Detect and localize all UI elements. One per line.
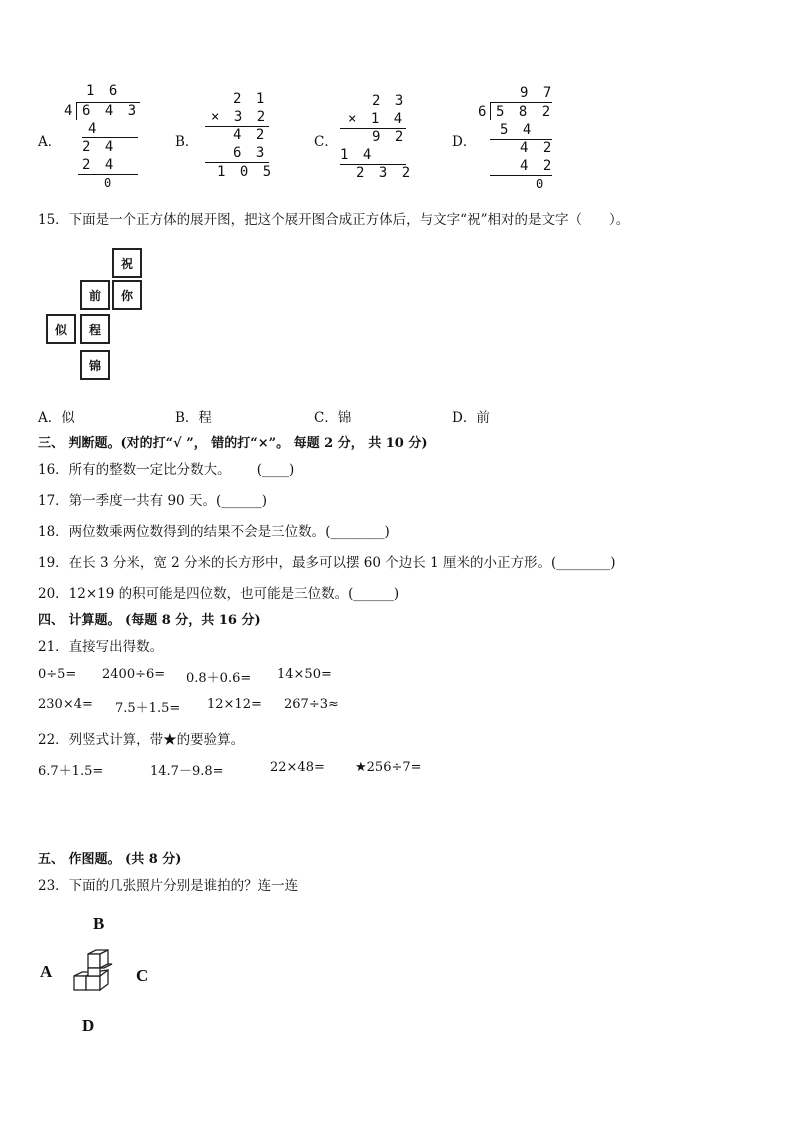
section-3-title: 三、 判断题。(对的打“√ ”， 错的打“×”。 每题 2 分， 共 10 分) [38, 436, 428, 451]
partial-1: 9 2 [372, 129, 407, 145]
cube-face [74, 976, 86, 990]
calc-item: ★256÷7= [355, 760, 422, 775]
question-17 [38, 489, 267, 509]
section-4-title: 四、 计算题。 (每题 8 分，共 16 分) [38, 613, 261, 628]
option-b-label: B． [175, 134, 199, 150]
net-cell-jin: 锦 [80, 350, 110, 380]
calc-item: 230×4= [38, 697, 93, 712]
product: 1 0 5 [217, 164, 275, 180]
question-22: 22．列竖式计算，带★的要验算。 [38, 732, 245, 748]
net-cell-si: 似 [46, 314, 76, 344]
question-text: 19．在长 3 分米，宽 2 分米的长方形中，最多可以摆 60 个边长 1 厘米的小正方形。 [38, 555, 551, 571]
divisor: 6 [478, 104, 490, 120]
dividend: 5 8 2 [496, 104, 554, 120]
cube-net [46, 248, 146, 384]
q15-option-a: A．似 [38, 410, 75, 426]
option-d-long-division [478, 84, 558, 194]
question-text: 16．所有的整数一定比分数大。 [38, 462, 231, 478]
remainder: 0 [104, 176, 115, 190]
division-bracket [490, 102, 491, 120]
question-18 [38, 520, 390, 540]
calc-item: 22×48= [270, 760, 325, 775]
cube-face [88, 968, 100, 976]
calc-item: 0.8＋0.6= [186, 671, 252, 686]
question-20 [38, 582, 399, 602]
step-3: 2 4 [82, 157, 117, 173]
answer-blank[interactable]: (______) [348, 586, 400, 602]
divisor: 4 [64, 103, 76, 119]
net-cell-cheng: 程 [80, 314, 110, 344]
calc-item: 6.7＋1.5= [38, 764, 104, 779]
answer-blank[interactable]: (________) [325, 524, 390, 540]
multiplier: × 1 4 [348, 111, 406, 127]
option-a-label: A． [38, 134, 62, 150]
question-16 [38, 458, 294, 478]
calc-item: 12×12= [207, 697, 262, 712]
question-text: 18．两位数乘两位数得到的结果不会是三位数。 [38, 524, 326, 540]
multiplicand: 2 1 [233, 91, 268, 107]
multiplier: × 3 2 [211, 109, 269, 125]
option-c-label: C． [314, 134, 338, 150]
option-b-multiplication [205, 90, 285, 190]
partial-2: 6 3 [233, 145, 268, 161]
q15-option-c: C．锦 [314, 410, 352, 426]
quotient: 9 7 [520, 85, 555, 101]
multiplicand: 2 3 [372, 93, 407, 109]
label-b: B [93, 914, 105, 933]
product: 2 3 2 [356, 165, 414, 181]
step-3: 4 2 [520, 158, 555, 174]
cube-face [88, 954, 100, 968]
remainder: 0 [536, 177, 547, 191]
label-d: D [82, 1016, 95, 1035]
question-19 [38, 551, 616, 571]
net-cell-zhu: 祝 [112, 248, 142, 278]
calc-item: 2400÷6= [102, 667, 166, 682]
question-15: 15．下面是一个正方体的展开图，把这个展开图合成正方体后，与文字“祝”相对的是文字（ ）。 [38, 212, 630, 228]
net-cell-qian: 前 [80, 280, 110, 310]
step-1: 4 [88, 121, 100, 137]
question-23: 23．下面的几张照片分别是谁拍的？连一连 [38, 878, 299, 894]
label-a: A [40, 962, 53, 981]
division-bracket [76, 102, 77, 120]
net-cell-ni: 你 [112, 280, 142, 310]
answer-blank[interactable]: (____) [256, 462, 295, 478]
calc-item: 14.7－9.8= [150, 764, 224, 779]
answer-blank[interactable]: (________) [550, 555, 616, 571]
dividend: 6 4 3 [82, 103, 140, 119]
calc-item: 7.5＋1.5= [115, 701, 181, 716]
partial-2: 1 4 [340, 147, 375, 163]
partial-1: 4 2 [233, 127, 268, 143]
step-2: 2 4 [82, 139, 117, 155]
option-c-multiplication [340, 92, 420, 192]
step-1: 5 4 [500, 122, 535, 138]
question-21: 21．直接写出得数。 [38, 639, 164, 655]
question-text: 17．第一季度一共有 90 天。 [38, 493, 216, 509]
label-c: C [136, 966, 149, 985]
step-2: 4 2 [520, 140, 555, 156]
q15-option-d: D．前 [452, 410, 490, 426]
cube-stack-figure [70, 948, 126, 1004]
calc-item: 267÷3≈ [284, 697, 339, 712]
question-text: 20．12×19 的积可能是四位数，也可能是三位数。 [38, 586, 349, 602]
calc-item: 0÷5= [38, 667, 77, 682]
option-d-label: D． [452, 134, 477, 150]
q15-option-b: B．程 [175, 410, 212, 426]
cube-face [86, 976, 100, 990]
calc-item: 14×50= [277, 667, 332, 682]
option-a-long-division [64, 82, 144, 192]
quotient: 1 6 [86, 83, 121, 99]
answer-blank[interactable]: (______) [215, 493, 267, 509]
section-5-title: 五、 作图题。 (共 8 分) [38, 852, 182, 867]
